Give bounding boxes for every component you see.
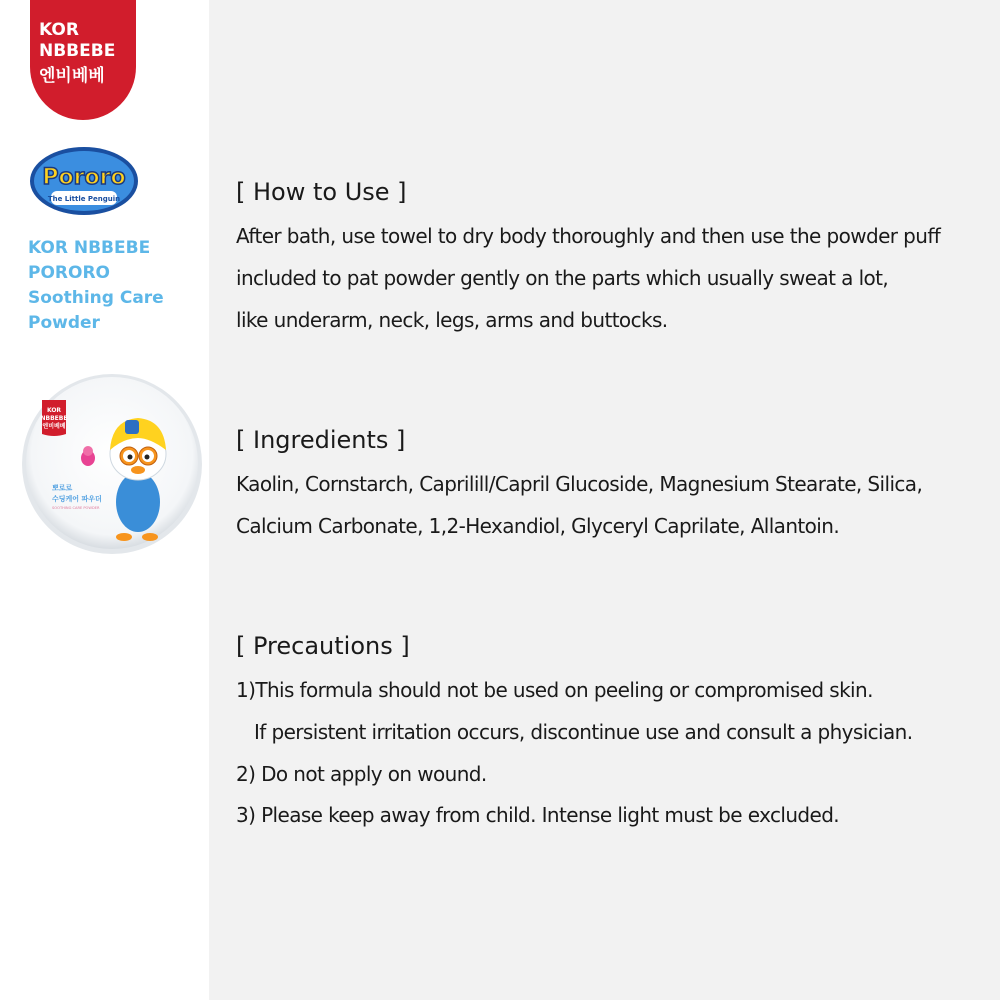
product-label-brand-2: NBBEBE [40,415,68,422]
how-to-use-line: included to pat powder gently on the parts which usually sweat a lot, [236,266,889,290]
ingredients-line: Calcium Carbonate, 1,2-Hexandiol, Glyceryl Caprilate, Allantoin. [236,514,840,538]
ingredients-line: Kaolin, Cornstarch, Caprilill/Capril Glucoside, Magnesium Stearate, Silica, [236,472,923,496]
product-label-kr-2: 수딩케어 파우더 [52,495,102,503]
product-image [20,372,205,557]
product-label-kr-1: 뽀로로 [52,484,73,492]
product-label-en: SOOTHING CARE POWDER [52,506,100,510]
product-name-line: Powder [28,313,100,333]
precautions-line: 2) Do not apply on wound. [236,762,487,786]
pororo-logo [29,146,139,216]
brand-badge [30,0,136,120]
precautions-line: 1)This formula should not be used on peeling or compromised skin. [236,678,873,702]
how-to-use-line: like underarm, neck, legs, arms and buttocks. [236,308,668,332]
how-to-use-heading: [ How to Use ] [236,178,407,206]
product-label-brand-1: KOR [46,407,62,414]
product-name-line: KOR NBBEBE [28,238,151,258]
brand-line-2: NBBEBE [39,41,116,61]
sidebar [0,0,209,1000]
product-name-line: Soothing Care [28,288,164,308]
pororo-logo-subtitle: The Little Penguin [47,195,121,203]
product-label-brand-3: 엔비베베 [42,423,66,430]
precautions-line: If persistent irritation occurs, discontinue use and consult a physician. [254,720,913,744]
brand-line-3: 엔비베베 [39,66,105,86]
ingredients-heading: [ Ingredients ] [236,426,406,454]
product-name-line: PORORO [28,263,110,283]
how-to-use-line: After bath, use towel to dry body thoroughly and then use the powder puff [236,224,941,248]
precautions-heading: [ Precautions ] [236,632,410,660]
main-content [209,0,1000,1000]
precautions-line: 3) Please keep away from child. Intense light must be excluded. [236,803,840,827]
pororo-logo-title: Pororo [42,165,126,190]
product-name [28,236,203,336]
brand-line-1: KOR [39,20,79,40]
